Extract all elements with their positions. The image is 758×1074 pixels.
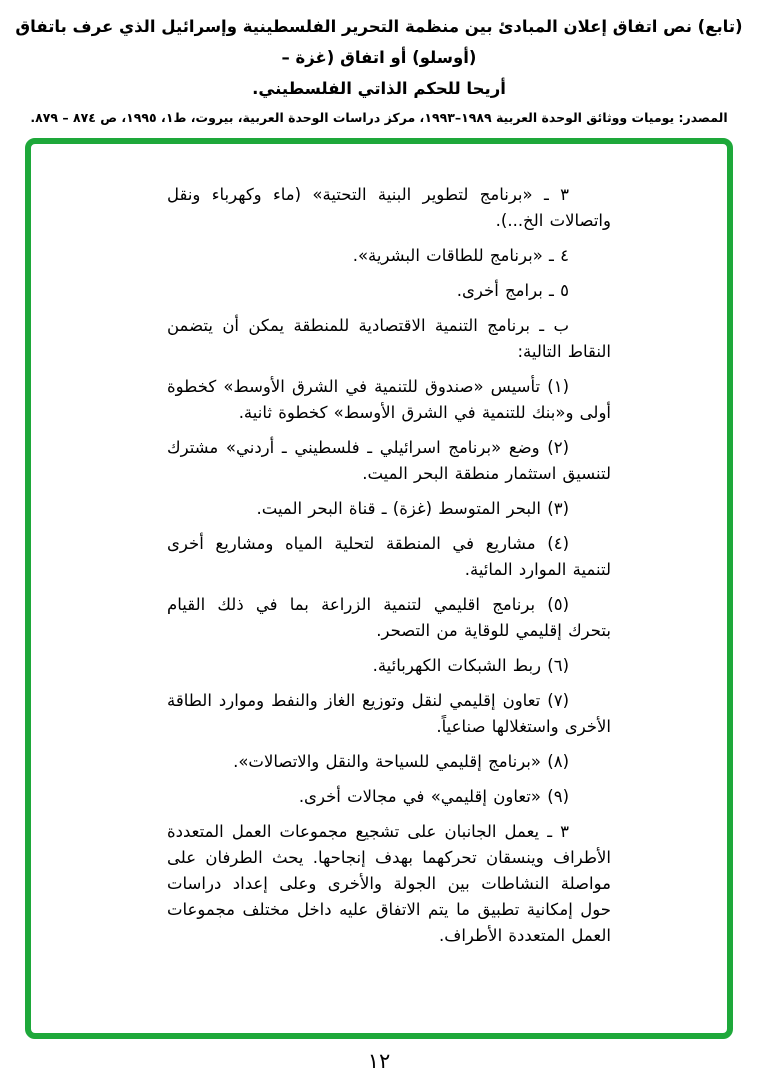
paragraph-item-3-closing: ٣ ـ يعمل الجانبان على تشجيع مجموعات العمل المتعددة الأطراف وينسقان تحركهما بهدف إنجاحها. يحث الطرفان على مواصلة النشاطات بين الجولة والأخرى وعلى إعداد دراسات حول إمكانية تطبيق ما يتم الاتفاق عليه داخل مختلف مجموعات العمل المتعددة الأطراف. xyxy=(167,822,611,945)
paragraph-point-3: (٣) البحر المتوسط (غزة) ـ قناة البحر الميت. xyxy=(256,499,569,518)
paragraph-point-1: (١) تأسيس «صندوق للتنمية في الشرق الأوسط» كخطوة أولى و«بنك للتنمية في الشرق الأوسط» كخطوة ثانية. xyxy=(167,377,611,422)
paragraph-item-5: ٥ ـ برامج أخرى. xyxy=(456,281,569,300)
document-title-line-2: أريحا للحكم الذاتي الفلسطيني. xyxy=(252,79,506,98)
paragraph-point-4: (٤) مشاريع في المنطقة لتحلية المياه ومشاريع أخرى لتنمية الموارد المائية. xyxy=(167,534,611,579)
green-border-frame xyxy=(25,138,733,1039)
paragraph-item-b: ب ـ برنامج التنمية الاقتصادية للمنطقة يمكن أن يتضمن النقاط التالية: xyxy=(167,316,611,361)
paragraph-point-7: (٧) تعاون إقليمي لنقل وتوزيع الغاز والنفط وموارد الطاقة الأخرى واستغلالها صناعياً. xyxy=(167,691,611,736)
paragraph-item-3: ٣ ـ «برنامج لتطوير البنية التحتية» (ماء وكهرباء ونقل واتصالات الخ...). xyxy=(167,185,611,230)
page-header xyxy=(0,0,758,127)
document-title-line-1: (تابع) نص اتفاق إعلان المبادئ بين منظمة التحرير الفلسطينية وإسرائيل الذي عرف باتفاق (أوسلو) أو اتفاق (غزة – xyxy=(15,17,743,67)
paragraph-item-4: ٤ ـ «برنامج للطاقات البشرية». xyxy=(352,246,569,265)
body-text-column xyxy=(31,144,727,949)
paragraph-point-9: (٩) «تعاون إقليمي» في مجالات أخرى. xyxy=(298,787,569,806)
source-citation: المصدر: يوميات ووثائق الوحدة العربية ١٩٨٩–١٩٩٣، مركز دراسات الوحدة العربية، بيروت، ط١، ١٩٩٥، ص ٨٧٤ – ٨٧٩. xyxy=(30,110,728,125)
paragraph-point-8: (٨) «برنامج إقليمي للسياحة والنقل والاتصالات». xyxy=(233,752,569,771)
paragraph-point-5: (٥) برنامج اقليمي لتنمية الزراعة بما في ذلك القيام بتحرك إقليمي للوقاية من التصحر. xyxy=(167,595,611,640)
page-number: ١٢ xyxy=(367,1049,391,1073)
paragraph-point-6: (٦) ربط الشبكات الكهربائية. xyxy=(372,656,569,675)
paragraph-point-2: (٢) وضع «برنامج اسرائيلي ـ فلسطيني ـ أردني» مشترك لتنسيق استثمار منطقة البحر الميت. xyxy=(167,438,611,483)
